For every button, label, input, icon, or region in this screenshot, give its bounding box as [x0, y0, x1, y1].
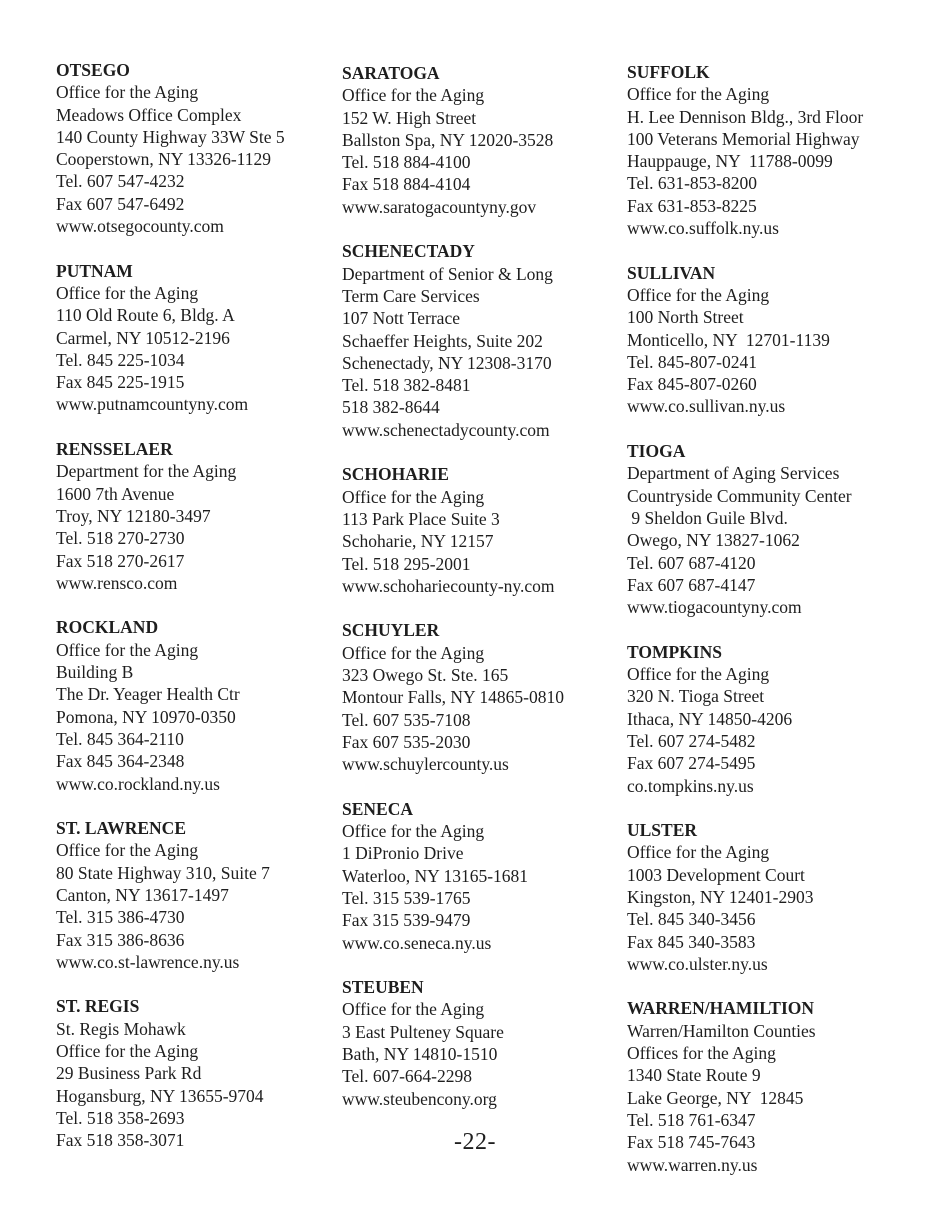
phone-line: Tel. 845 225-1034: [56, 349, 185, 370]
phone-line: Tel. 631-853-8200: [627, 173, 758, 194]
address-line: Office for the Aging: [56, 840, 199, 861]
directory-entry: [627, 61, 927, 239]
address-line: 9 Sheldon Guile Blvd.: [627, 507, 788, 528]
phone-line: Tel. 607 547-4232: [56, 171, 185, 192]
county-name: PUTNAM: [56, 260, 133, 281]
website-line: www.steubencony.org: [342, 1088, 497, 1109]
address-line: 152 W. High Street: [342, 107, 477, 128]
county-name: WARREN/HAMILTION: [627, 998, 815, 1019]
directory-entry: [627, 440, 927, 618]
website-line: www.schohariecounty-ny.com: [342, 575, 555, 596]
website-line: www.co.suffolk.ny.us: [627, 218, 779, 239]
county-name: TOMPKINS: [627, 641, 722, 662]
address-line: Schaeffer Heights, Suite 202: [342, 330, 543, 351]
directory-entry: [342, 240, 642, 441]
fax-line: Fax 315 539-9479: [342, 910, 471, 931]
address-line: 107 Nott Terrace: [342, 308, 460, 329]
address-line: 110 Old Route 6, Bldg. A: [56, 305, 235, 326]
address-line: 1 DiPronio Drive: [342, 843, 464, 864]
address-line: Department for the Aging: [56, 461, 237, 482]
county-name: SENECA: [342, 798, 413, 819]
address-line: Office for the Aging: [342, 85, 485, 106]
address-line: Department of Aging Services: [627, 463, 840, 484]
phone-line: Tel. 607 687-4120: [627, 552, 756, 573]
phone-line: Tel. 607 274-5482: [627, 730, 756, 751]
directory-entry: [56, 59, 356, 237]
phone-line: Tel. 845-807-0241: [627, 351, 758, 372]
address-line: Ballston Spa, NY 12020-3528: [342, 129, 554, 150]
directory-entry: [627, 641, 927, 797]
website-line: www.co.rockland.ny.us: [56, 773, 220, 794]
fax-line: Fax 607 547-6492: [56, 193, 185, 214]
address-line: Office for the Aging: [56, 639, 199, 660]
fax-line: Fax 518 270-2617: [56, 550, 185, 571]
website-line: www.co.st-lawrence.ny.us: [56, 951, 240, 972]
website-line: www.co.ulster.ny.us: [627, 953, 768, 974]
directory-entry: [56, 817, 356, 973]
address-line: Office for the Aging: [627, 842, 770, 863]
address-line: Office for the Aging: [627, 84, 770, 105]
phone-line: Tel. 518 295-2001: [342, 553, 471, 574]
directory-entry: [627, 262, 927, 418]
address-line: Offices for the Aging: [627, 1043, 776, 1064]
website-line: www.schuylercounty.us: [342, 754, 509, 775]
county-name: SCHOHARIE: [342, 464, 449, 485]
address-line: 1003 Development Court: [627, 864, 805, 885]
address-line: 1600 7th Avenue: [56, 483, 175, 504]
county-name: ST. LAWRENCE: [56, 818, 186, 839]
phone-line: Tel. 518 761-6347: [627, 1109, 756, 1130]
county-name: ROCKLAND: [56, 617, 159, 638]
directory-entry: [342, 62, 642, 218]
address-line: Meadows Office Complex: [56, 104, 242, 125]
address-line: Ithaca, NY 14850-4206: [627, 708, 793, 729]
fax-line: Fax 845 364-2348: [56, 751, 185, 772]
county-name: SARATOGA: [342, 63, 440, 83]
address-line: Office for the Aging: [342, 486, 485, 507]
website-line: www.putnamcountyny.com: [56, 394, 249, 415]
phone-line: Tel. 607 535-7108: [342, 709, 471, 730]
county-name: SCHENECTADY: [342, 241, 475, 262]
website-line: www.co.seneca.ny.us: [342, 932, 492, 953]
address-line: Office for the Aging: [627, 664, 770, 685]
phone-line: Tel. 315 386-4730: [56, 907, 185, 928]
website-line: www.tiogacountyny.com: [627, 597, 802, 618]
address-line: Office for the Aging: [56, 1041, 199, 1062]
fax-line: Fax 607 274-5495: [627, 753, 756, 774]
address-line: Troy, NY 12180-3497: [56, 505, 211, 526]
address-line: Bath, NY 14810-1510: [342, 1044, 498, 1065]
address-line: Hauppauge, NY 11788-0099: [627, 151, 833, 172]
fax-line: Fax 607 687-4147: [627, 574, 756, 595]
address-line: 100 Veterans Memorial Highway: [627, 128, 860, 149]
county-name: RENSSELAER: [56, 439, 173, 460]
directory-entry: [342, 798, 642, 954]
address-line: St. Regis Mohawk: [56, 1018, 186, 1039]
county-name: ULSTER: [627, 820, 698, 841]
fax-line: Fax 845 340-3583: [627, 931, 756, 952]
address-line: 100 North Street: [627, 307, 744, 328]
directory-column-1: [56, 59, 356, 1174]
directory-entry: [56, 616, 356, 794]
directory-entry: [627, 819, 927, 975]
phone-line: Tel. 845 364-2110: [56, 728, 184, 749]
phone-line: Tel. 518 382-8481: [342, 375, 471, 396]
address-line: Office for the Aging: [342, 821, 485, 842]
address-line: Term Care Services: [342, 285, 480, 306]
address-line: 80 State Highway 310, Suite 7: [56, 862, 270, 883]
address-line: 29 Business Park Rd: [56, 1063, 202, 1084]
address-line: Building B: [56, 662, 134, 683]
address-line: Schoharie, NY 12157: [342, 531, 494, 552]
website-line: www.saratogacountyny.gov: [342, 196, 537, 217]
directory-entry: [342, 976, 642, 1110]
address-line: Office for the Aging: [342, 999, 485, 1020]
address-line: H. Lee Dennison Bldg., 3rd Floor: [627, 106, 864, 127]
address-line: Kingston, NY 12401-2903: [627, 886, 814, 907]
address-line: 3 East Pulteney Square: [342, 1021, 504, 1042]
county-name: SUFFOLK: [627, 62, 710, 82]
address-line: Office for the Aging: [56, 282, 199, 303]
address-line: 320 N. Tioga Street: [627, 686, 765, 707]
phone-line: Tel. 315 539-1765: [342, 887, 471, 908]
fax-line: Fax 518 358-3071: [56, 1130, 185, 1151]
address-line: Carmel, NY 10512-2196: [56, 327, 230, 348]
address-line: Warren/Hamilton Counties: [627, 1020, 816, 1041]
phone-line: Tel. 518 270-2730: [56, 528, 185, 549]
address-line: Owego, NY 13827-1062: [627, 530, 800, 551]
address-line: Hogansburg, NY 13655-9704: [56, 1085, 264, 1106]
county-name: SULLIVAN: [627, 262, 716, 283]
address-line: Waterloo, NY 13165-1681: [342, 865, 529, 886]
address-line: 323 Owego St. Ste. 165: [342, 665, 509, 686]
fax-line: Fax 845-807-0260: [627, 374, 757, 395]
fax-line: Fax 315 386-8636: [56, 929, 185, 950]
website-line: www.warren.ny.us: [627, 1154, 758, 1175]
address-line: 1340 State Route 9: [627, 1065, 761, 1086]
website-line: www.rensco.com: [56, 572, 178, 593]
directory-entry: [342, 463, 642, 597]
address-line: Lake George, NY 12845: [627, 1087, 804, 1108]
directory-entry: [56, 438, 356, 594]
fax-line: Fax 518 884-4104: [342, 174, 471, 195]
website-line: www.otsegocounty.com: [56, 216, 224, 237]
address-line: Office for the Aging: [342, 642, 485, 663]
address-line: Department of Senior & Long: [342, 263, 553, 284]
county-name: SCHUYLER: [342, 620, 440, 641]
phone-line: Tel. 518 884-4100: [342, 152, 471, 173]
website-line: www.schenectadycounty.com: [342, 419, 550, 440]
address-line: Countryside Community Center: [627, 485, 852, 506]
phone-line: Tel. 518 358-2693: [56, 1107, 185, 1128]
fax-line: Fax 845 225-1915: [56, 372, 185, 393]
address-line: Office for the Aging: [56, 82, 199, 103]
address-line: 113 Park Place Suite 3: [342, 508, 500, 529]
address-line: Montour Falls, NY 14865-0810: [342, 687, 564, 708]
fax-line: Fax 518 745-7643: [627, 1132, 756, 1153]
page-number: -22-: [454, 1129, 496, 1155]
directory-column-3: [627, 61, 927, 1198]
phone-line: Tel. 607-664-2298: [342, 1066, 473, 1087]
address-line: Pomona, NY 10970-0350: [56, 706, 236, 727]
directory-entry: [56, 260, 356, 416]
county-name: OTSEGO: [56, 60, 130, 80]
address-line: Cooperstown, NY 13326-1129: [56, 149, 272, 170]
website-line: www.co.sullivan.ny.us: [627, 396, 786, 417]
directory-entry: [342, 619, 642, 775]
fax-line: Fax 607 535-2030: [342, 731, 471, 752]
address-line: 140 County Highway 33W Ste 5: [56, 126, 285, 147]
phone-line: Tel. 845 340-3456: [627, 909, 756, 930]
address-line: Canton, NY 13617-1497: [56, 884, 229, 905]
address-line: Schenectady, NY 12308-3170: [342, 352, 552, 373]
address-line: Monticello, NY 12701-1139: [627, 329, 830, 350]
website-line: co.tompkins.ny.us: [627, 775, 754, 796]
county-name: STEUBEN: [342, 977, 424, 998]
phone-line: 518 382-8644: [342, 397, 440, 418]
directory-column-2: [342, 62, 642, 1132]
county-name: ST. REGIS: [56, 996, 140, 1017]
address-line: The Dr. Yeager Health Ctr: [56, 684, 240, 705]
address-line: Office for the Aging: [627, 284, 770, 305]
county-name: TIOGA: [627, 441, 686, 462]
fax-line: Fax 631-853-8225: [627, 195, 757, 216]
